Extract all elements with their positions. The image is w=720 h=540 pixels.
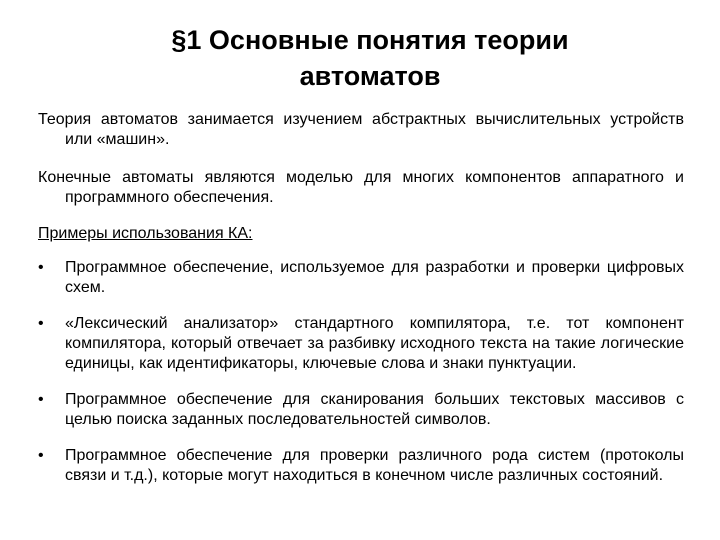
slide-title-line-1: §1 Основные понятия теории <box>171 25 569 55</box>
list-item <box>38 314 684 374</box>
list-item-text: Программное обеспечение, используемое для разработки и проверки цифровых схем. <box>65 259 684 296</box>
list-item-text: «Лексический анализатор» стандартного компилятора, т.е. тот компонент компилятора, который отвечает за разбивку исходного текста на такие логические единицы, как идентификаторы, ключевые слова и знаки пунктуации. <box>65 315 684 372</box>
bullet-icon: • <box>38 447 44 464</box>
list-item <box>38 446 684 486</box>
examples-list <box>38 258 684 486</box>
slide-title-line-2: автоматов <box>299 61 441 91</box>
list-item <box>38 390 684 430</box>
bullet-icon: • <box>38 259 44 276</box>
bullet-icon: • <box>38 315 44 332</box>
list-item-text: Программное обеспечение для сканирования больших текстовых массивов с целью поиска заданных последовательностей символов. <box>65 391 684 428</box>
slide-body <box>38 110 684 502</box>
intro-paragraph: Теория автоматов занимается изучением абстрактных вычислительных устройств или «машин». <box>38 111 684 148</box>
bullet-icon: • <box>38 391 44 408</box>
list-item-text: Программное обеспечение для проверки различного рода систем (протоколы связи и т.д.), которые могут находиться в конечном числе различных состояний. <box>65 447 684 484</box>
finite-automata-paragraph: Конечные автоматы являются моделью для многих компонентов аппаратного и программного обеспечения. <box>38 169 684 206</box>
slide-title <box>60 22 680 94</box>
list-item <box>38 258 684 298</box>
examples-heading: Примеры использования КА: <box>38 225 253 242</box>
